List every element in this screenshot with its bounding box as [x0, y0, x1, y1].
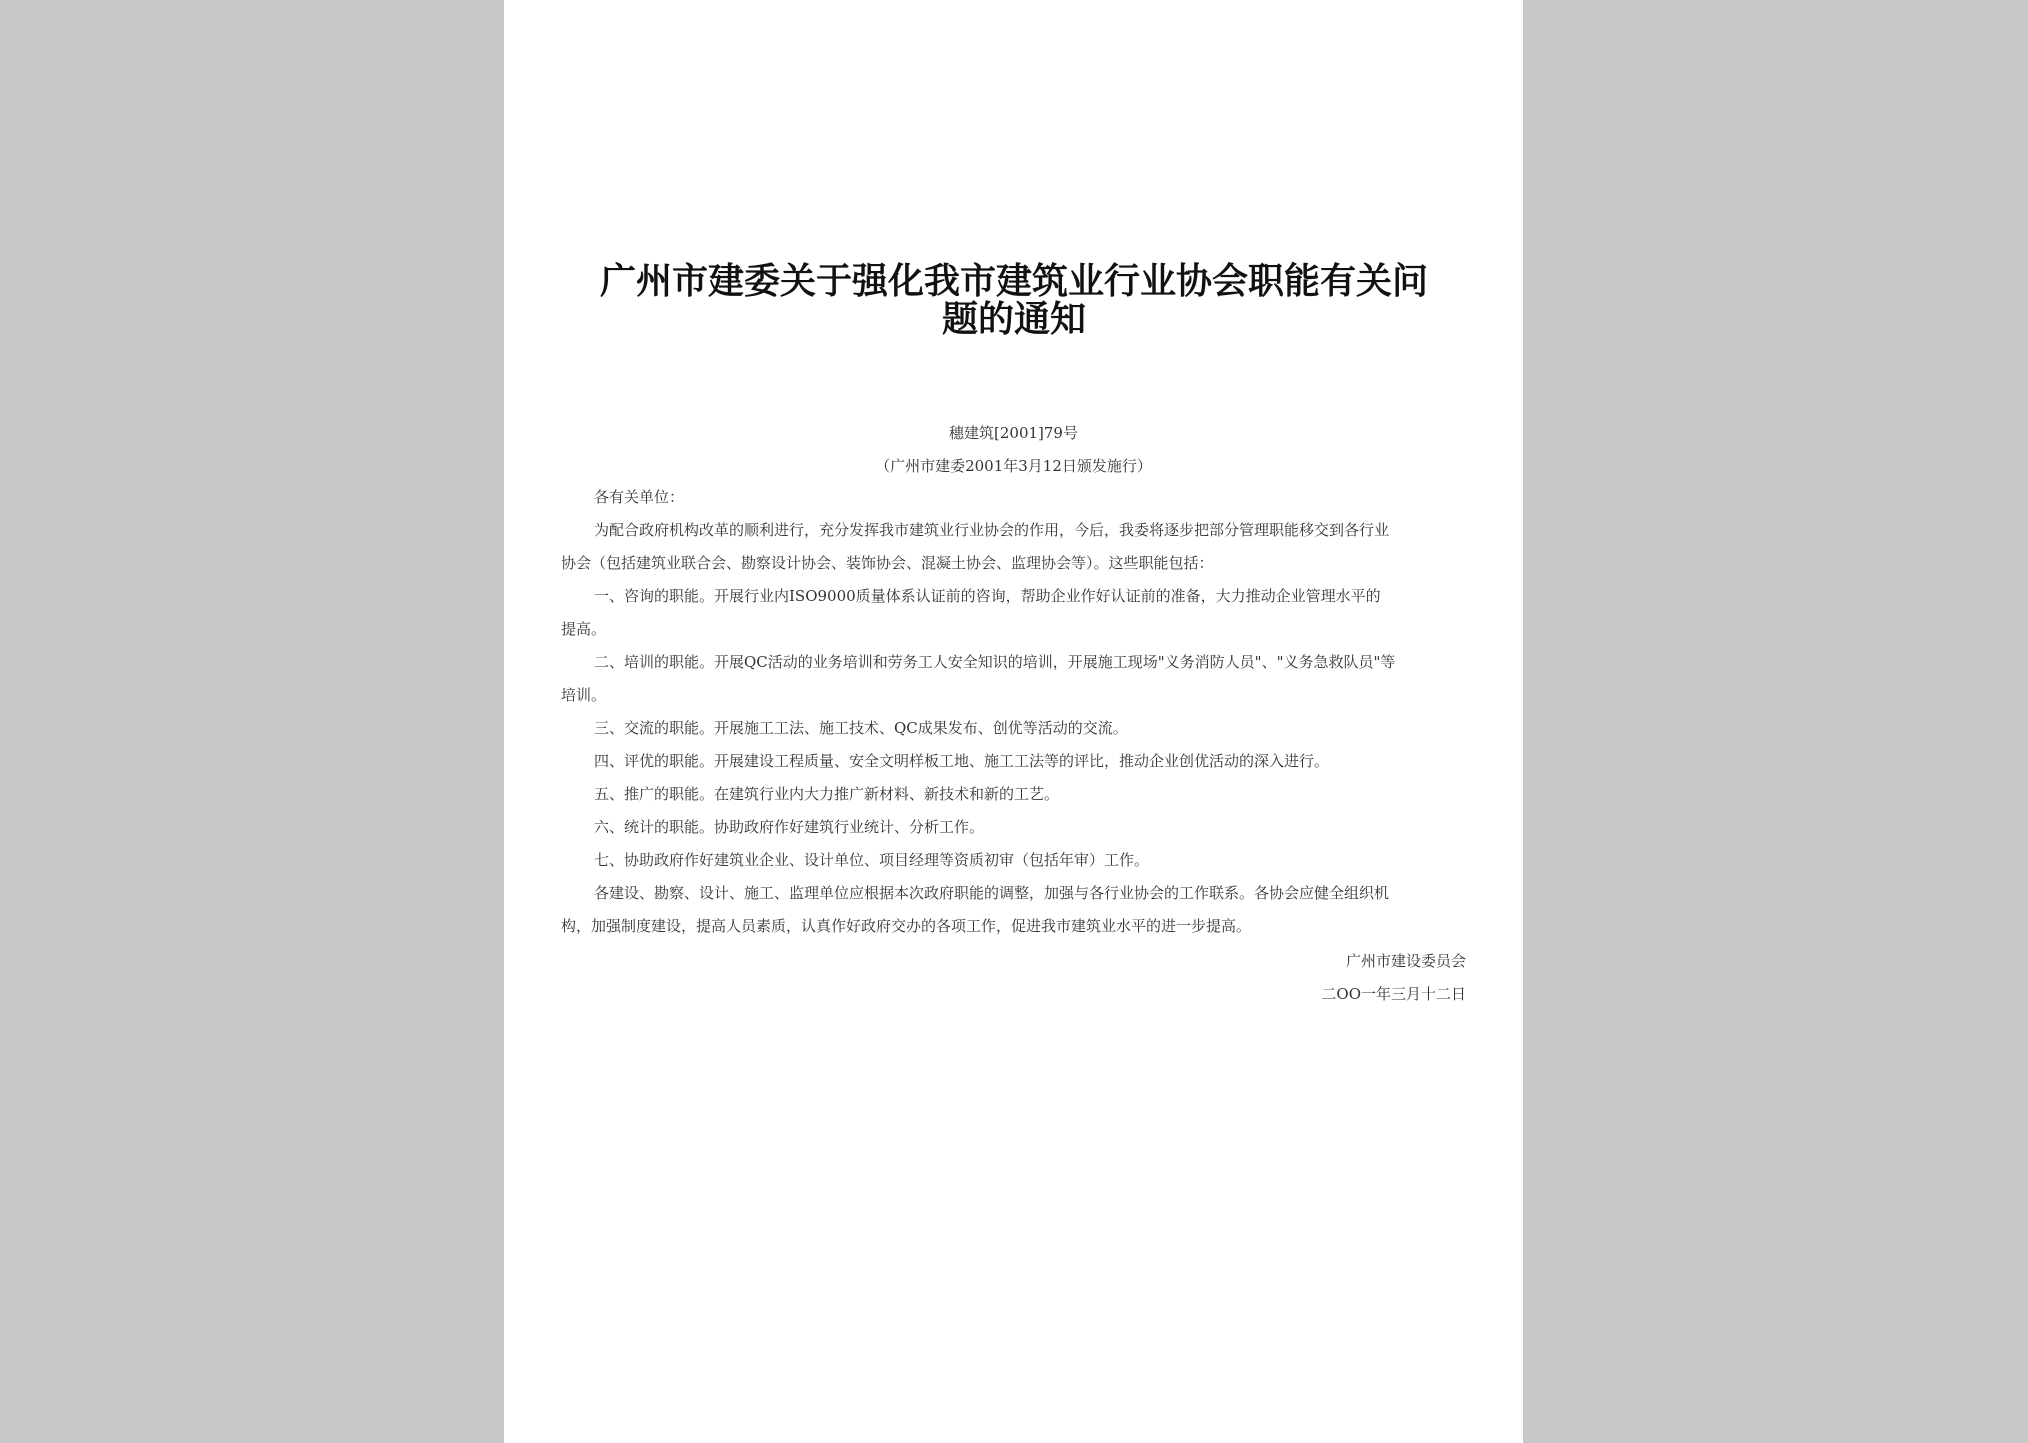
item-3: 三、交流的职能。开展施工工法、施工技术、QC成果发布、创优等活动的交流。 — [594, 719, 1128, 737]
item-2-line-1: 二、培训的职能。开展QC活动的业务培训和劳务工人安全知识的培训，开展施工现场"义务消防人员"、"义务急救队员"等 — [594, 653, 1396, 671]
closing-paragraph-line-2: 构，加强制度建设，提高人员素质，认真作好政府交办的各项工作，促进我市建筑业水平的进一步提高。 — [561, 917, 1252, 935]
document-page — [504, 0, 1523, 1443]
signature: 广州市建设委员会 — [1345, 952, 1466, 970]
signature-date: 二OO一年三月十二日 — [1321, 985, 1466, 1003]
item-7: 七、协助政府作好建筑业企业、设计单位、项目经理等资质初审（包括年审）工作。 — [594, 851, 1150, 869]
document-number: 穗建筑[2001]79号 — [949, 424, 1078, 442]
item-1-line-1: 一、咨询的职能。开展行业内ISO9000质量体系认证前的咨询，帮助企业作好认证前的准备，大力推动企业管理水平的 — [594, 587, 1381, 605]
issue-note: （广州市建委2001年3月12日颁发施行） — [875, 457, 1152, 475]
salutation: 各有关单位： — [594, 488, 685, 506]
item-6: 六、统计的职能。协助政府作好建筑行业统计、分析工作。 — [594, 818, 985, 836]
item-2-line-2: 培训。 — [561, 686, 607, 704]
closing-paragraph-line-1: 各建设、勘察、设计、施工、监理单位应根据本次政府职能的调整，加强与各行业协会的工作联系。各协会应健全组织机 — [594, 884, 1390, 902]
document-title-line-2: 题的通知 — [941, 298, 1086, 340]
item-5: 五、推广的职能。在建筑行业内大力推广新材料、新技术和新的工艺。 — [594, 785, 1060, 803]
item-1-line-2: 提高。 — [561, 620, 607, 638]
item-4: 四、评优的职能。开展建设工程质量、安全文明样板工地、施工工法等的评比，推动企业创优活动的深入进行。 — [594, 752, 1330, 770]
document-title-line-1: 广州市建委关于强化我市建筑业行业协会职能有关问 — [599, 260, 1428, 302]
intro-paragraph-line-2: 协会（包括建筑业联合会、勘察设计协会、装饰协会、混凝土协会、监理协会等）。这些职能包括： — [561, 554, 1214, 572]
intro-paragraph-line-1: 为配合政府机构改革的顺利进行，充分发挥我市建筑业行业协会的作用，今后，我委将逐步把部分管理职能移交到各行业 — [594, 521, 1390, 539]
